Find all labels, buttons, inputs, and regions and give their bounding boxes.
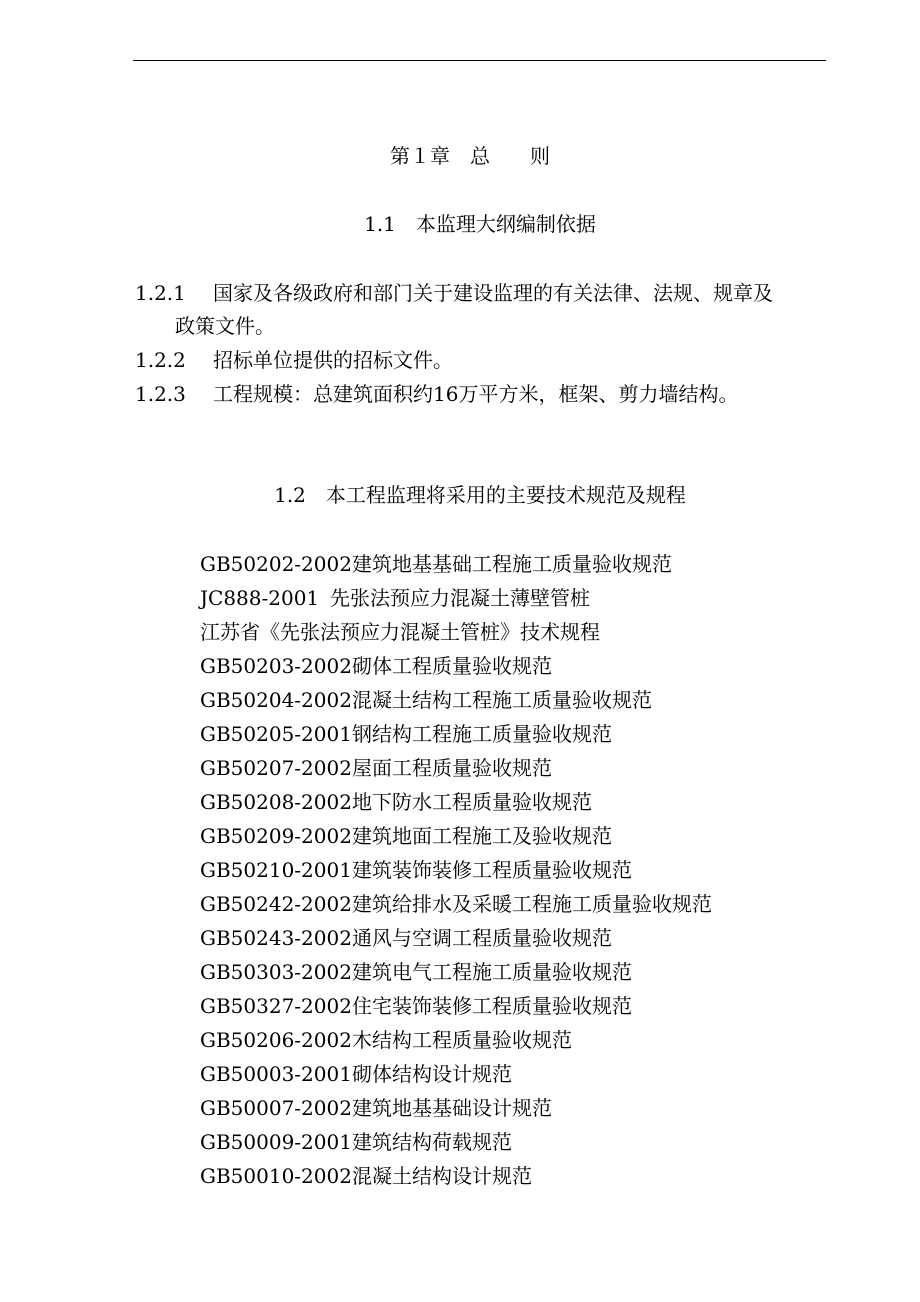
standard-title: 建筑地基基础工程施工质量验收规范 <box>352 552 672 576</box>
chapter-title: 第１章 总 则 <box>390 144 550 168</box>
standard-title: 通风与空调工程质量验收规范 <box>352 926 612 950</box>
standard-title: 混凝土结构设计规范 <box>352 1164 532 1188</box>
standard-code: GB50243-2002 <box>200 926 352 950</box>
standard-title: 先张法预应力混凝土薄壁管桩 <box>330 586 590 610</box>
standard-item <box>200 819 712 853</box>
standard-title: 建筑地基基础设计规范 <box>352 1096 552 1120</box>
standard-code: GB50303-2002 <box>200 960 352 984</box>
standard-code: GB50202-2002 <box>200 552 352 576</box>
standard-title: 建筑地面工程施工及验收规范 <box>352 824 612 848</box>
section-heading-1-1: 1.1 本监理大纲编制依据 <box>364 212 596 236</box>
standard-code: GB50207-2002 <box>200 756 352 780</box>
standard-code: GB50206-2002 <box>200 1028 352 1052</box>
standard-title: 钢结构工程施工质量验收规范 <box>352 722 612 746</box>
standard-item <box>200 785 712 819</box>
standard-title: 建筑电气工程施工质量验收规范 <box>352 960 632 984</box>
clause-number: 1.2.3 <box>135 382 186 406</box>
standard-code: GB50209-2002 <box>200 824 352 848</box>
standard-item <box>200 887 712 921</box>
standard-title: 建筑给排水及采暖工程施工质量验收规范 <box>352 892 712 916</box>
standard-code: GB50210-2001 <box>200 858 352 882</box>
section-heading-1-2: 1.2 本工程监理将采用的主要技术规范及规程 <box>274 483 686 507</box>
standard-item <box>200 683 712 717</box>
standard-code: JC888-2001 <box>200 586 320 610</box>
standard-item <box>200 1023 712 1057</box>
clause-text: 招标单位提供的招标文件。 <box>213 348 453 372</box>
standard-item <box>200 921 712 955</box>
standard-title: 地下防水工程质量验收规范 <box>352 790 592 814</box>
standards-list <box>200 547 712 1193</box>
standard-code: GB50327-2002 <box>200 994 352 1018</box>
clause-1-2-3 <box>135 378 835 411</box>
clause-number: 1.2.2 <box>135 348 186 372</box>
clause-text: 国家及各级政府和部门关于建设监理的有关法律、法规、规章及 <box>213 281 773 305</box>
standard-title: 砌体结构设计规范 <box>352 1062 512 1086</box>
standard-title: 住宅装饰装修工程质量验收规范 <box>352 994 632 1018</box>
standard-code: GB50009-2001 <box>200 1130 352 1154</box>
standard-item <box>200 649 712 683</box>
standard-title: 建筑装饰装修工程质量验收规范 <box>352 858 632 882</box>
clause-1-2-1 <box>135 277 835 343</box>
standard-code: GB50204-2002 <box>200 688 352 712</box>
header-rule <box>133 60 826 61</box>
standard-code: GB50010-2002 <box>200 1164 352 1188</box>
standard-item <box>200 853 712 887</box>
standard-item <box>200 989 712 1023</box>
standard-item <box>200 751 712 785</box>
standard-item <box>200 1057 712 1091</box>
standard-title: 建筑结构荷载规范 <box>352 1130 512 1154</box>
standard-item <box>200 1125 712 1159</box>
standard-title: 屋面工程质量验收规范 <box>352 756 552 780</box>
clause-text: 工程规模：总建筑面积约16万平方米，框架、剪力墙结构。 <box>213 382 739 406</box>
standard-title: 江苏省《先张法预应力混凝土管桩》技术规程 <box>200 620 600 644</box>
standard-title: 木结构工程质量验收规范 <box>352 1028 572 1052</box>
standard-item <box>200 717 712 751</box>
standard-item <box>200 547 712 581</box>
standard-title: 砌体工程质量验收规范 <box>352 654 552 678</box>
standard-item <box>200 581 712 615</box>
standard-item <box>200 1159 712 1193</box>
standard-code: GB50205-2001 <box>200 722 352 746</box>
standard-item <box>200 615 712 649</box>
clause-1-2-2 <box>135 344 835 377</box>
clause-number: 1.2.1 <box>135 281 186 305</box>
standard-code: GB50003-2001 <box>200 1062 352 1086</box>
standard-item <box>200 955 712 989</box>
standard-code: GB50007-2002 <box>200 1096 352 1120</box>
clause-text-continuation: 政策文件。 <box>175 314 275 338</box>
standard-item <box>200 1091 712 1125</box>
standard-code: GB50208-2002 <box>200 790 352 814</box>
standard-title: 混凝土结构工程施工质量验收规范 <box>352 688 652 712</box>
standard-code: GB50203-2002 <box>200 654 352 678</box>
standard-code: GB50242-2002 <box>200 892 352 916</box>
